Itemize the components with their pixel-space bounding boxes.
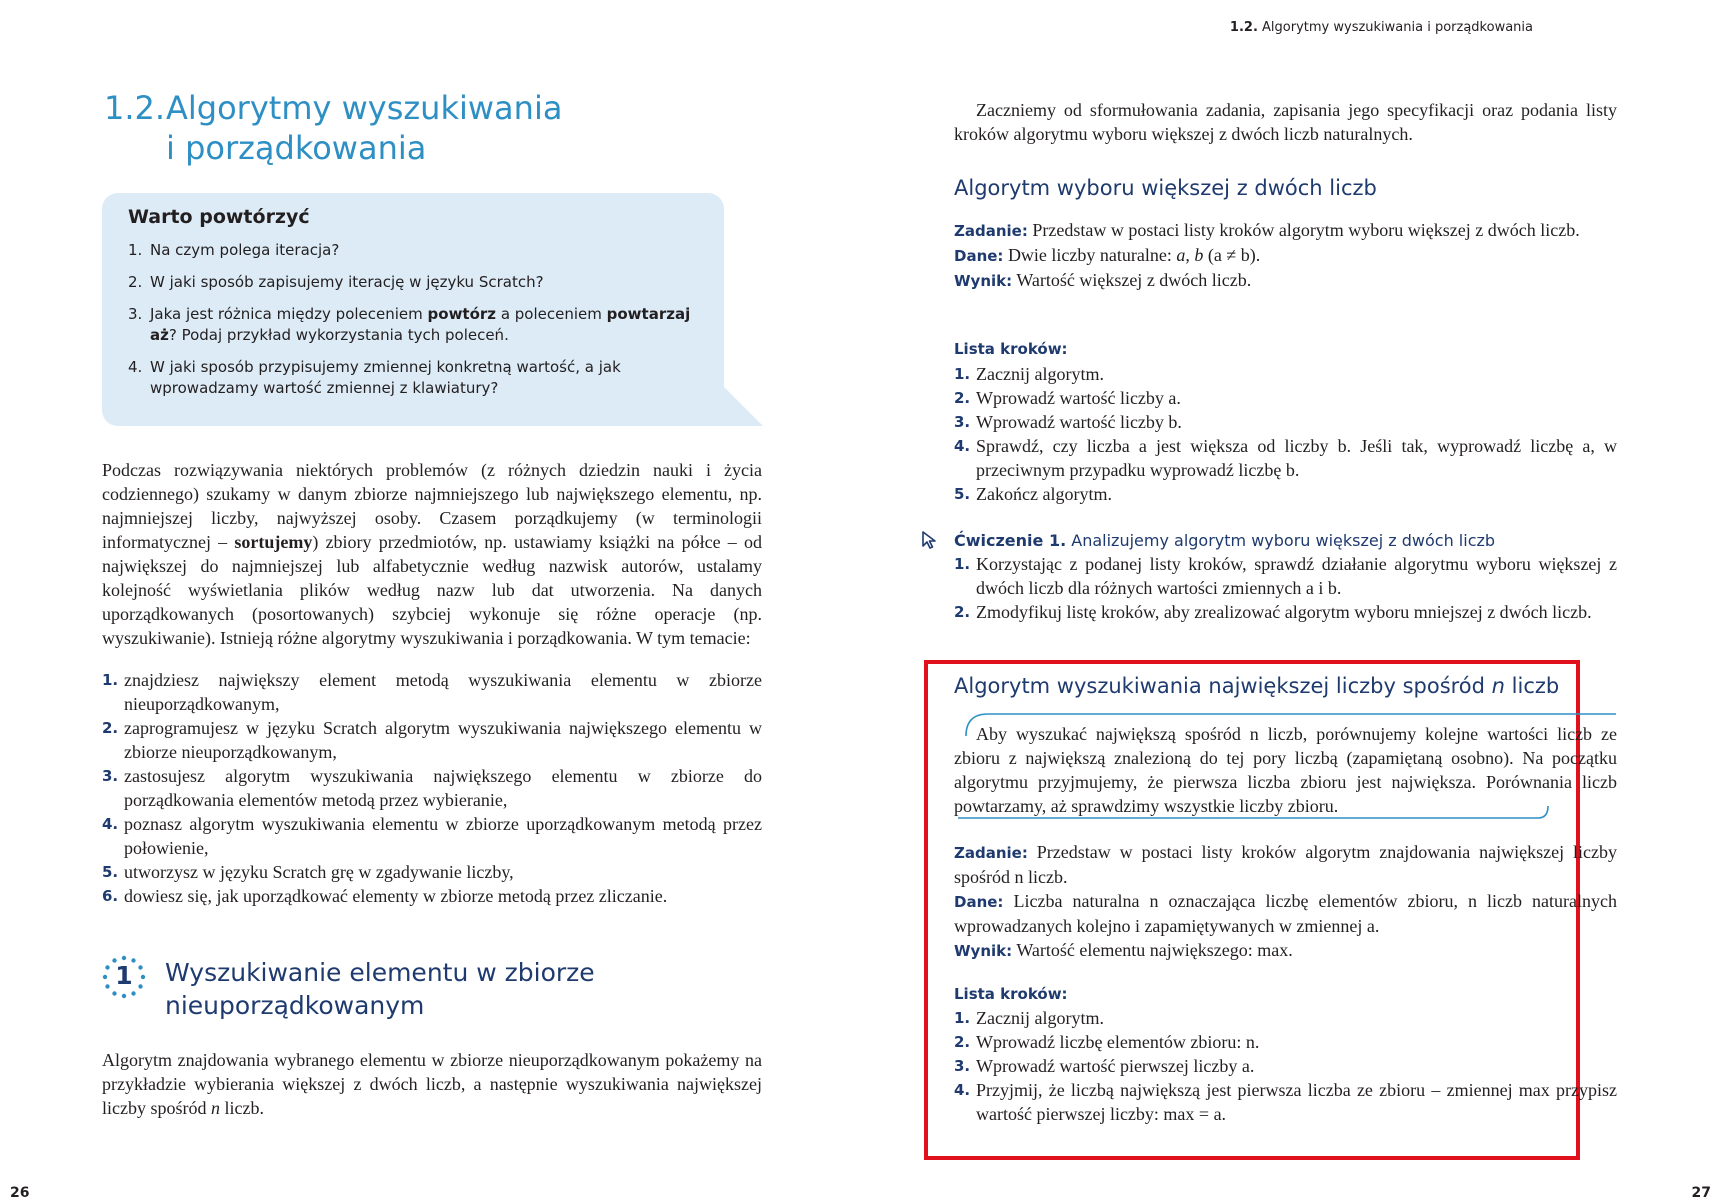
intro-paragraph: Podczas rozwiązywania niektórych problemów (z różnych dziedzin nauki i życia codziennego) szukamy w danym zbiorze najmniejszego lub największego elementu, np. najmniejszej liczby, najwyższej osoby. Czasem porządkujemy (w terminologii informatycznej – sortujemy) zbiory przedmiotów, np. ustawiamy książki na półce – od największej do najmniejszej lub alfabetycznie według nazwisk autorów, ustalamy kolejność wyświetlania plików według nazw lub dat utworzenia. Na danych uporządkowanych (posortowanych) szybciej wykonuje się różne operacje (np. wyszukiwanie). Istnieją różne algorytmy wyszukiwania i porządkowania. W tym temacie: [102, 460, 762, 648]
topics-list [102, 668, 762, 908]
exercise-item: 1. Korzystając z podanej listy kroków, sprawdź działanie algorytmu wyboru większej z dwóch liczb dla różnych wartości zmiennych a i b. [954, 554, 1617, 598]
review-question: 1. Na czym polega iteracja? [128, 241, 340, 259]
algorithm2-spec: Zadanie: Przedstaw w postaci listy kroków algorytm znajdowania największej liczby spośród n liczb. Dane: Liczba naturalna n oznaczająca liczbę elementów zbioru, n liczb naturalnych wprowadzanych kolejno i zapamiętywanych w zmiennej a. Wynik: Wartość elementu największego: max. [954, 842, 1618, 960]
review-question: 3. Jaka jest różnica między poleceniem powtórz a poleceniem powtarzaj aż? Podaj przykład wykorzystania tych poleceń. [128, 305, 691, 344]
algorithm2-steps [954, 1006, 1617, 1126]
algorithm2-steps-label: Lista kroków: [954, 985, 1068, 1003]
topic-item: 4. poznasz algorytm wyszukiwania elementu w zbiorze uporządkowanym metodą przez połowienie, [102, 814, 762, 858]
review-box-tail [723, 386, 763, 426]
running-head-number: 1.2. [1229, 20, 1258, 35]
algorithm1-spec: Zadanie: Przedstaw w postaci listy kroków algorytm wyboru większej z dwóch liczb. Dane: Dwie liczby naturalne: a, b (a ≠ b). Wynik: Wartość większej z dwóch liczb. [954, 220, 1580, 290]
topic-item: 1. znajdziesz największy element metodą wyszukiwania elementu w zbiorze nieuporządkowanym, [102, 670, 762, 714]
step-item: 3. Wprowadź wartość pierwszej liczby a. [954, 1056, 1255, 1076]
exercise-item: 2. Zmodyfikuj listę kroków, aby zrealizować algorytm wyboru mniejszej z dwóch liczb. [954, 602, 1592, 622]
step-item: 5. Zakończ algorytm. [954, 484, 1112, 504]
step-item: 4. Przyjmij, że liczbą największą jest pierwsza liczba ze zbioru – zmiennej max przypisz wartość pierwszej liczby: max = a. [954, 1080, 1617, 1124]
page-number-left: 26 [10, 1185, 30, 1201]
algorithm1-steps-label: Lista kroków: [954, 340, 1068, 358]
section-title-line1: Algorytmy wyszukiwania [166, 89, 563, 127]
section-title-number: 1.2. [104, 89, 166, 127]
running-head [1230, 20, 1533, 35]
step-item: 4. Sprawdź, czy liczba a jest większa od liczby b. Jeśli tak, wyprowadź liczbę a, w przeciwnym przypadku wyprowadź liczbę b. [954, 436, 1617, 480]
running-head-text: Algorytmy wyszukiwania i porządkowania [1262, 20, 1533, 35]
page-number-right: 27 [1691, 1185, 1711, 1201]
section-number: 1 [115, 961, 133, 990]
algorithm2-note: Aby wyszukać największą spośród n liczb, porównujemy kolejne wartości liczb ze zbioru z największą znalezioną do tej pory liczbą (zapamiętaną osobno). Na początku algorytmu przyjmujemy, że pierwsza liczba zbioru jest największa. Porównania liczb powtarzamy, aż sprawdzimy wszystkie liczby zbioru. [954, 724, 1617, 816]
review-questions-list [128, 240, 708, 410]
review-question: 2. W jaki sposób zapisujemy iterację w języku Scratch? [128, 273, 544, 291]
cursor-pointer-icon [920, 530, 940, 550]
topic-item: 3. zastosujesz algorytm wyszukiwania największego elementu w zbiorze do porządkowania elementów metodą przez wybieranie, [102, 766, 762, 810]
step-item: 1. Zacznij algorytm. [954, 1008, 1104, 1028]
algorithm2-heading: Algorytm wyszukiwania największej liczby spośród n liczb [954, 674, 1560, 698]
section-title [104, 88, 562, 168]
topic-item: 6. dowiesz się, jak uporządkować elementy w zbiorze metodą przez zliczanie. [102, 886, 668, 906]
algorithm1-heading: Algorytm wyboru większej z dwóch liczb [954, 176, 1377, 200]
topic-item: 2. zaprogramujesz w języku Scratch algorytm wyszukiwania największego elementu w zbiorze nieuporządkowanym, [102, 718, 762, 762]
step-item: 3. Wprowadź wartość liczby b. [954, 412, 1182, 432]
step-item: 2. Wprowadź liczbę elementów zbioru: n. [954, 1032, 1260, 1052]
right-intro-paragraph: Zaczniemy od sformułowania zadania, zapisania jego specyfikacji oraz podania listy kroków algorytmu wyboru większej z dwóch liczb naturalnych. [954, 100, 1617, 144]
review-box-heading: Warto powtórzyć [128, 206, 310, 228]
review-question: 4. W jaki sposób przypisujemy zmiennej konkretną wartość, a jak wprowadzamy wartość zmiennej z klawiatury? [128, 358, 621, 397]
step-item: 1. Zacznij algorytm. [954, 364, 1104, 384]
topic-item: 5. utworzysz w języku Scratch grę w zgadywanie liczby, [102, 862, 514, 882]
exercise-items [954, 552, 1617, 624]
section-paragraph: Algorytm znajdowania wybranego elementu w zbiorze nieuporządkowanym pokażemy na przykładzie wybierania większej z dwóch liczb, a następnie wyszukiwania największej liczby spośród n liczb. [102, 1050, 762, 1118]
exercise-heading: Ćwiczenie 1. Analizujemy algorytm wyboru większej z dwóch liczb [954, 531, 1496, 550]
algorithm1-steps [954, 362, 1617, 506]
section-title-line2: i porządkowania [166, 129, 427, 167]
section-heading: Wyszukiwanie elementu w zbiorze nieuporządkowanym [165, 958, 595, 1020]
step-item: 2. Wprowadź wartość liczby a. [954, 388, 1181, 408]
